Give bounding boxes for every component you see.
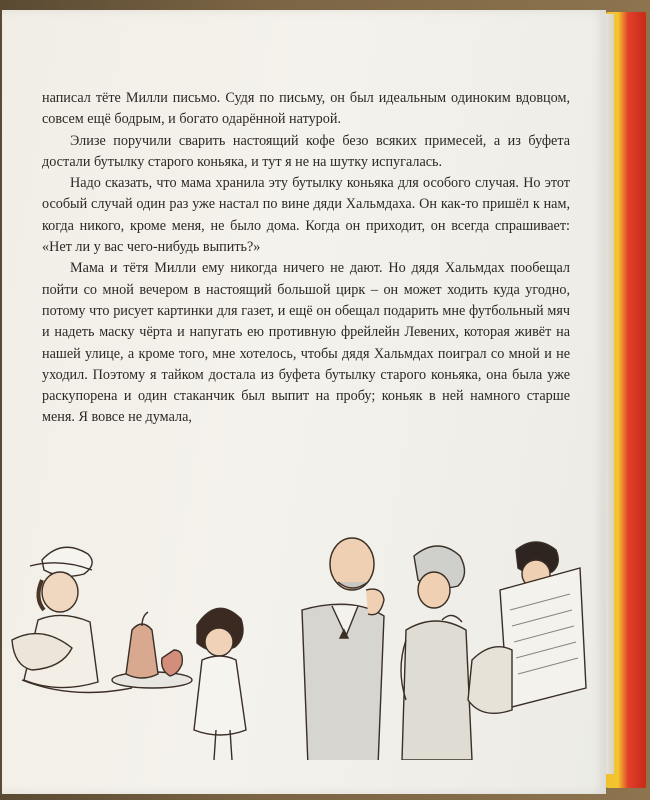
illustration xyxy=(2,530,606,760)
newspaper-man-figure xyxy=(468,542,586,713)
maid-figure xyxy=(12,547,192,692)
girl-figure xyxy=(194,608,246,760)
woman-figure xyxy=(401,546,472,760)
paragraph: написал тёте Милли письмо. Судя по письму, он был идеальным одиноким вдовцом, совсем ещё бодрым, и богато одарённой натурой. xyxy=(42,90,570,128)
paragraph: Элизе поручили сварить настоящий кофе безо всяких примесей, а из буфета достали бутылку старого коньяка, и тут я не на шутку испугалась. xyxy=(42,132,570,170)
story-text xyxy=(42,88,570,429)
paragraph: Мама и тётя Милли ему никогда ничего не дают. Но дядя Хальмдах пообещал пойти со мной вечером в настоящий большой цирк – он может ходить куда угодно, потому что рисует картинки для газет, и ещё он обещал подарить мне футбольный мяч и надеть маску чёрта и напугать ею противную фрейлейн Левених, которая живёт на нашей улице, а кроме того, мне хотелось, чтобы дядя Хальмдах поиграл со мной и не уходил. Поэтому я тайком достала из буфета бутылку старого коньяка, она была уже раскупорена и один стаканчик был выпит на пробу; коньяк в ней намного старше меня. Я вовсе не думала, xyxy=(42,260,570,426)
paragraph: Надо сказать, что мама хранила эту бутылку коньяка для особого случая. Но этот особый случай один раз уже настал по вине дяди Хальмдаха. Он как-то пришёл к нам, когда никого, кроме меня, не было дома. Когда он приходит, он всегда спрашивает: «Нет ли у вас чего-нибудь выпить?» xyxy=(42,175,570,256)
bald-man-figure xyxy=(302,538,384,760)
book-page xyxy=(2,10,606,794)
